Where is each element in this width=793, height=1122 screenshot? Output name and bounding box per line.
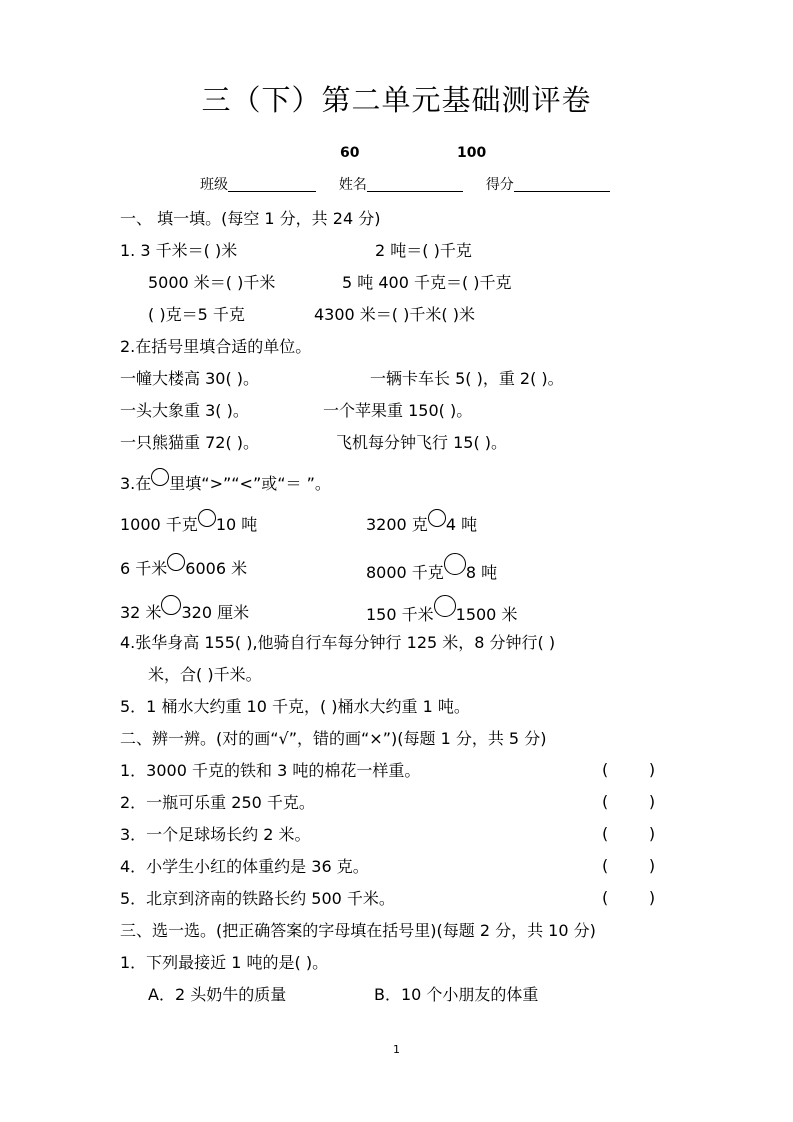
score-label: 得分 [485, 177, 514, 193]
compare-circle-icon[interactable] [198, 509, 216, 527]
q3-instruction: 3.在 里填“>”“<”或“＝ ”。 [120, 468, 331, 495]
section2-heading: 二、辨一辨。(对的画“√”，错的画“×”)(每题 1 分，共 5 分) [120, 729, 547, 748]
section3-heading: 三、选一选。(把正确答案的字母填在括号里)(每题 2 分，共 10 分) [120, 921, 596, 940]
judge-item: 3．一个足球场长约 2 米。 [120, 825, 311, 844]
q1-a: 1. 3 千米＝( )米 [120, 241, 238, 260]
answer-paren[interactable]: ( ) [602, 824, 656, 843]
q1-d: 5 吨 400 千克＝( )千克 [342, 273, 512, 292]
judge-item: 2．一瓶可乐重 250 千克。 [120, 793, 315, 812]
answer-paren[interactable]: ( ) [602, 856, 656, 875]
q1-c: 5000 米＝( )千米 [148, 273, 276, 292]
q4-line1: 4.张华身高 155( ),他骑自行车每分钟行 125 米，8 分钟行( ) [120, 633, 556, 652]
judge-item: 5．北京到济南的铁路长约 500 千米。 [120, 889, 395, 908]
q2-c: 一头大象重 3( )。 [120, 401, 249, 420]
compare-circle-icon[interactable] [428, 509, 446, 527]
total-score-value: 100 [457, 145, 487, 161]
q2-a: 一幢大楼高 30( )。 [120, 369, 260, 388]
q2-instruction: 2.在括号里填合适的单位。 [120, 337, 312, 356]
judge-item: 4．小学生小红的体重约是 36 克。 [120, 857, 369, 876]
compare-circle-icon [151, 468, 169, 486]
name-field[interactable] [367, 175, 463, 192]
q3-item: 1000 千克 10 吨 [120, 509, 257, 536]
answer-paren[interactable]: ( ) [602, 888, 656, 907]
choice-question: 1．下列最接近 1 吨的是( )。 [120, 953, 329, 972]
section1-heading: 一、 填一填。(每空 1 分，共 24 分) [120, 209, 381, 228]
q1-f: 4300 米＝( )千米( )米 [314, 305, 475, 324]
q2-f: 飞机每分钟飞行 15( )。 [336, 433, 508, 452]
header-fields [200, 174, 610, 196]
q1-e: ( )克＝5 千克 [148, 305, 245, 324]
q2-d: 一个苹果重 150( )。 [323, 401, 473, 420]
choice-option-a[interactable]: A．2 头奶牛的质量 [148, 985, 287, 1004]
compare-circle-icon[interactable] [167, 553, 185, 571]
compare-circle-icon[interactable] [444, 553, 466, 575]
name-label: 姓名 [338, 177, 367, 193]
time-value: 60 [340, 145, 360, 161]
compare-circle-icon[interactable] [434, 595, 456, 617]
q1-b: 2 吨＝( )千克 [375, 241, 472, 260]
judge-item: 1．3000 千克的铁和 3 吨的棉花一样重。 [120, 761, 421, 780]
q3-item: 6 千米 6006 米 [120, 553, 247, 580]
q3-item: 32 米 320 厘米 [120, 595, 249, 624]
choice-option-b[interactable]: B．10 个小朋友的体重 [374, 985, 539, 1004]
q2-b: 一辆卡车长 5( )，重 2( )。 [370, 369, 564, 388]
page-number: 1 [393, 1043, 400, 1056]
page-title: 三（下）第二单元基础测评卷 [201, 83, 592, 117]
class-label: 班级 [200, 177, 228, 193]
q3-item: 8000 千克 8 吨 [366, 553, 497, 584]
answer-paren[interactable]: ( ) [602, 792, 656, 811]
compare-circle-icon[interactable] [161, 595, 181, 615]
q3-item: 150 千米 1500 米 [366, 595, 517, 626]
class-field[interactable] [228, 175, 316, 192]
score-field[interactable] [514, 175, 610, 192]
q3-item: 3200 克 4 吨 [366, 509, 477, 536]
q5: 5．1 桶水大约重 10 千克，( )桶水大约重 1 吨。 [120, 697, 470, 716]
q4-line2: 米，合( )千米。 [148, 665, 262, 684]
answer-paren[interactable]: ( ) [602, 760, 656, 779]
q2-e: 一只熊猫重 72( )。 [120, 433, 260, 452]
